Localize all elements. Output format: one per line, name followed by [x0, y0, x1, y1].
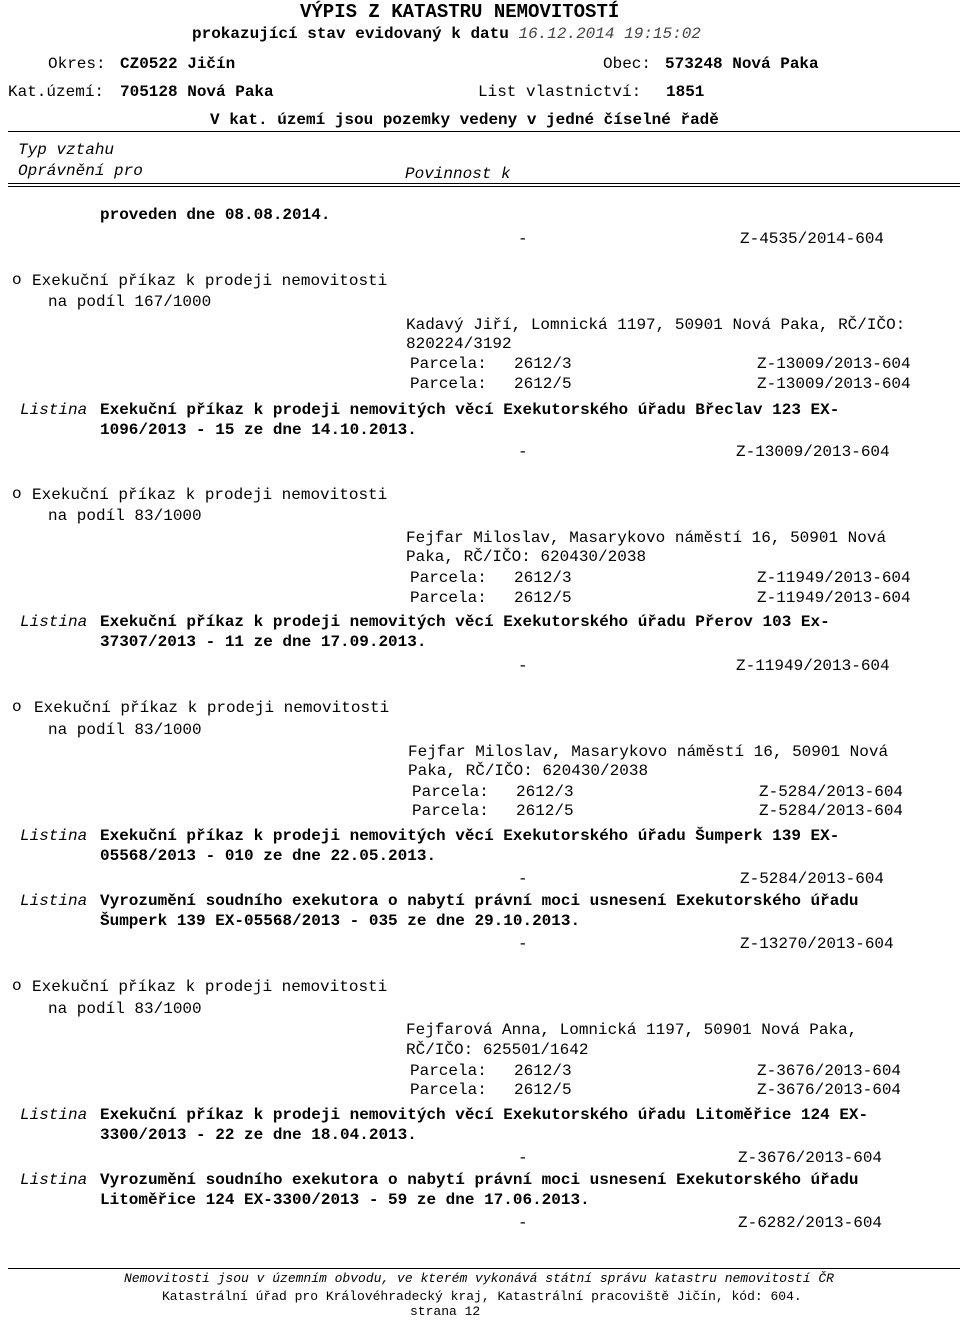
entry-share: na podíl 167/1000 [48, 293, 212, 311]
parcel-label: Parcela: [410, 1062, 487, 1080]
dash: - [518, 1214, 528, 1232]
parcel-number: 2612/5 [514, 589, 572, 607]
listina-label: Listina [20, 892, 88, 910]
listina-label: Listina [20, 613, 88, 631]
obec-label: Obec: [603, 55, 652, 73]
parcel-ref: Z-3676/2013-604 [757, 1081, 902, 1099]
entry-title: Exekuční příkaz k prodeji nemovitosti [34, 699, 390, 717]
listina-line2: 3300/2013 - 22 ze dne 18.04.2013. [100, 1126, 417, 1144]
parcel-ref: Z-5284/2013-604 [759, 783, 904, 801]
listina-line1: Vyrozumění soudního exekutora o nabytí právní moci usnesení Exekutorského úřadu [100, 1171, 859, 1189]
dash: - [518, 230, 528, 248]
listina-line1: Vyrozumění soudního exekutora o nabytí právní moci usnesení Exekutorského úřadu [100, 892, 859, 910]
listina-line2: 37307/2013 - 11 ze dne 17.09.2013. [100, 633, 427, 651]
col-opravneni-pro: Oprávnění pro [18, 162, 143, 180]
divider [8, 131, 960, 132]
subtitle [192, 24, 701, 44]
parcel-number: 2612/5 [514, 1081, 572, 1099]
owner-line1: Fejfarová Anna, Lomnická 1197, 50901 Nová Paka, [406, 1021, 858, 1039]
list-value: 1851 [666, 83, 705, 101]
bullet: o [12, 485, 22, 503]
obec-value: 573248 Nová Paka [665, 55, 819, 73]
listina-label: Listina [20, 1171, 88, 1189]
parcel-ref: Z-13009/2013-604 [757, 375, 911, 393]
footer-line2: Katastrální úřad pro Královéhradecký kraj, Katastrální pracoviště Jičín, kód: 604. [162, 1289, 802, 1304]
parcel-number: 2612/3 [516, 783, 574, 801]
ref-number: Z-11949/2013-604 [736, 657, 890, 675]
ref-number: Z-3676/2013-604 [738, 1149, 883, 1167]
owner-line2: Paka, RČ/IČO: 620430/2038 [408, 762, 649, 780]
entry-share: na podíl 83/1000 [48, 721, 202, 739]
entry-title: Exekuční příkaz k prodeji nemovitosti [32, 486, 388, 504]
parcel-number: 2612/5 [516, 802, 574, 820]
owner-line1: Kadavý Jiří, Lomnická 1197, 50901 Nová Paka, RČ/IČO: [406, 316, 906, 334]
footer-line1: Nemovitosti jsou v územním obvodu, ve kterém vykonává státní správu katastru nemovitostí ČR [124, 1271, 834, 1286]
divider [8, 183, 960, 184]
parcel-label: Parcela: [412, 802, 489, 820]
parcel-ref: Z-11949/2013-604 [757, 569, 911, 587]
col-povinnost-k: Povinnost k [405, 165, 511, 183]
parcel-ref: Z-5284/2013-604 [759, 802, 904, 820]
divider [8, 186, 960, 187]
dash: - [518, 935, 528, 953]
ref-number: Z-4535/2014-604 [740, 230, 885, 248]
okres-label: Okres: [48, 55, 106, 73]
entry-title: Exekuční příkaz k prodeji nemovitosti [32, 272, 388, 290]
col-typ-vztahu: Typ vztahu [18, 141, 115, 159]
listina-line1: Exekuční příkaz k prodeji nemovitých věcí Exekutorského úřadu Litoměřice 124 EX- [100, 1106, 869, 1124]
listina-line2: 1096/2013 - 15 ze dne 14.10.2013. [100, 421, 417, 439]
owner-line2: 820224/3192 [406, 335, 512, 353]
document-title: VÝPIS Z KATASTRU NEMOVITOSTÍ [300, 1, 620, 23]
parcel-number: 2612/3 [514, 1062, 572, 1080]
subtitle-date: 16.12.2014 19:15:02 [518, 25, 701, 43]
katuzemi-value: 705128 Nová Paka [120, 83, 274, 101]
parcel-label: Parcela: [410, 589, 487, 607]
listina-line1: Exekuční příkaz k prodeji nemovitých věcí Exekutorského úřadu Šumperk 139 EX- [100, 827, 840, 845]
parcel-ref: Z-3676/2013-604 [757, 1062, 902, 1080]
bullet: o [12, 271, 22, 289]
listina-line2: Litoměřice 124 EX-3300/2013 - 59 ze dne 17.06.2013. [100, 1191, 590, 1209]
owner-line1: Fejfar Miloslav, Masarykovo náměstí 16, 50901 Nová [408, 743, 889, 761]
ref-number: Z-13270/2013-604 [740, 935, 894, 953]
listina-label: Listina [20, 1106, 88, 1124]
listina-label: Listina [20, 827, 88, 845]
parcel-label: Parcela: [410, 375, 487, 393]
dash: - [518, 1149, 528, 1167]
listina-line1: Exekuční příkaz k prodeji nemovitých věcí Exekutorského úřadu Břeclav 123 EX- [100, 401, 840, 419]
listina-line2: 05568/2013 - 010 ze dne 22.05.2013. [100, 847, 437, 865]
entry-share: na podíl 83/1000 [48, 1000, 202, 1018]
entry-share: na podíl 83/1000 [48, 507, 202, 525]
bullet: o [12, 977, 22, 995]
page-number: strana 12 [410, 1304, 481, 1319]
ref-number: Z-13009/2013-604 [736, 443, 890, 461]
parcel-label: Parcela: [410, 1081, 487, 1099]
listina-line1: Exekuční příkaz k prodeji nemovitých věcí Exekutorského úřadu Přerov 103 Ex- [100, 613, 830, 631]
dash: - [518, 443, 528, 461]
okres-value: CZ0522 Jičín [120, 55, 236, 73]
bullet: o [12, 698, 22, 716]
owner-line2: RČ/IČO: 625501/1642 [406, 1041, 589, 1059]
ref-number: Z-6282/2013-604 [738, 1214, 883, 1232]
katuzemi-label: Kat.území: [8, 83, 105, 101]
footer-divider [8, 1268, 960, 1269]
owner-line2: Paka, RČ/IČO: 620430/2038 [406, 548, 647, 566]
parcel-label: Parcela: [410, 569, 487, 587]
parcel-ref: Z-11949/2013-604 [757, 589, 911, 607]
list-label: List vlastnictví: [478, 83, 642, 101]
owner-line1: Fejfar Miloslav, Masarykovo náměstí 16, 50901 Nová [406, 529, 887, 547]
header-note: V kat. území jsou pozemky vedeny v jedné číselné řadě [210, 111, 719, 129]
parcel-number: 2612/3 [514, 569, 572, 587]
ref-number: Z-5284/2013-604 [740, 870, 885, 888]
dash: - [518, 870, 528, 888]
parcel-number: 2612/3 [514, 355, 572, 373]
parcel-label: Parcela: [412, 783, 489, 801]
parcel-number: 2612/5 [514, 375, 572, 393]
proveden-text: proveden dne 08.08.2014. [100, 206, 331, 224]
dash: - [518, 657, 528, 675]
listina-label: Listina [20, 401, 88, 419]
parcel-ref: Z-13009/2013-604 [757, 355, 911, 373]
entry-title: Exekuční příkaz k prodeji nemovitosti [32, 978, 388, 996]
listina-line2: Šumperk 139 EX-05568/2013 - 035 ze dne 29.10.2013. [100, 912, 581, 930]
parcel-label: Parcela: [410, 355, 487, 373]
subtitle-prefix: prokazující stav evidovaný k datu [192, 25, 509, 43]
